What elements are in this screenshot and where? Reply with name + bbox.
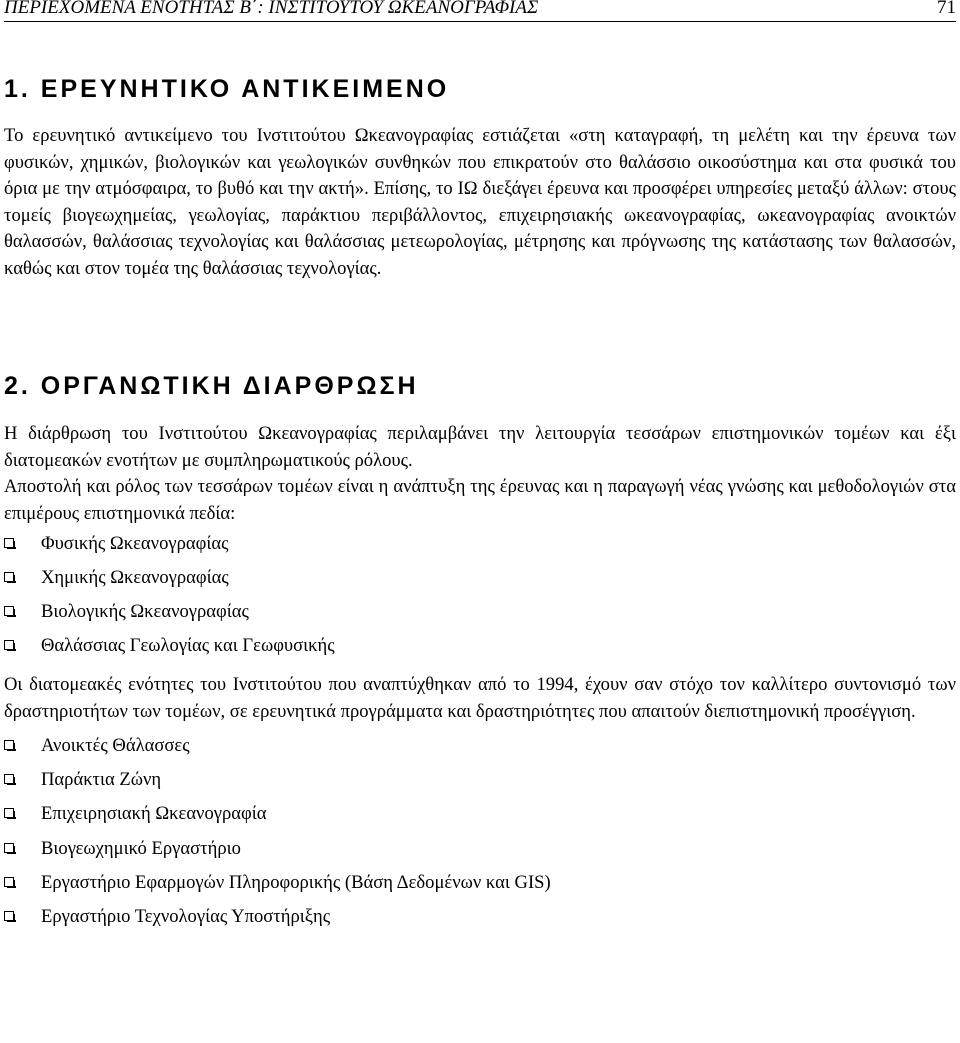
list-item-label: Επιχειρησιακή Ωκεανογραφία xyxy=(41,803,267,825)
checkbox-bullet-icon xyxy=(4,572,14,582)
list-item xyxy=(4,763,956,797)
section-heading-organization: 2. ΟΡΓΑΝΩΤΙΚΗ ΔΙΑΡΘΡΩΣΗ xyxy=(4,372,419,400)
units-list xyxy=(4,729,956,934)
checkbox-bullet-icon xyxy=(4,877,14,887)
list-item-label: Βιογεωχημικό Εργαστήριο xyxy=(41,837,241,859)
document-page xyxy=(4,0,956,934)
checkbox-bullet-icon xyxy=(4,740,14,750)
organization-paragraph: Η διάρθρωση του Ινστιτούτου Ωκεανογραφίας περιλαμβάνει την λειτουργία τεσσάρων επιστημονικών τομέων και έξι διατομεακών ενοτήτων με συμπληρωματικούς ρόλους. xyxy=(4,423,956,471)
list-item-label: Θαλάσσιας Γεωλογίας και Γεωφυσικής xyxy=(41,635,335,656)
list-item-label: Εργαστήριο Εφαρμογών Πληροφορικής (Βάση Δεδομένων και GIS) xyxy=(41,871,551,893)
research-subject-paragraph: Το ερευνητικό αντικείμενο του Ινστιτούτου Ωκεανογραφίας εστιάζεται «στη καταγραφή, τη μελέτη και την έρευνα των φυσικών, χημικών, βιολογικών και γεωλογικών συνθηκών που επικρατούν στο θαλάσσιο οικοσύστημα και στα φυσικά του όρια με την ατμόσφαιρα, το βυθό και την ακτή». Επίσης, το ΙΩ διεξάγει έρευνα και προσφέρει υπηρεσίες μεταξύ άλλων: στους τομείς βιογεωχημείας, γεωλογίας, παράκτιου περιβάλλοντος, επιχειρησιακής ωκεανογραφίας, ωκεανογραφίας ανοικτών θαλασσών, θαλάσσιας τεχνολογίας και θαλάσσιας μετεωρολογίας, μέτρησης και πρόγνωσης της κατάστασης των θαλασσών, καθώς και στον τομέα της θαλάσσιας τεχνολογίας. xyxy=(4,125,956,279)
list-item-label: Φυσικής Ωκεανογραφίας xyxy=(41,533,229,554)
mission-paragraph: Αποστολή και ρόλος των τεσσάρων τομέων είναι η ανάπτυξη της έρευνας και η παραγωγή νέας γνώσης και μεθοδολογιών στα επιμέρους επιστημονικά πεδία: xyxy=(4,476,956,524)
list-item xyxy=(4,866,956,900)
header-title: ΠΕΡΙΕΧΟΜΕΝΑ ΕΝΟΤΗΤΑΣ Β΄: ΙΝΣΤΙΤΟΥΤΟΥ ΩΚΕΑΝΟΓΡΑΦΙΑΣ xyxy=(4,0,539,18)
list-item xyxy=(4,629,956,663)
page-number: 71 xyxy=(937,0,956,18)
running-header xyxy=(4,0,956,22)
list-item-label: Εργαστήριο Τεχνολογίας Υποστήριξης xyxy=(41,906,331,928)
checkbox-bullet-icon xyxy=(4,640,14,650)
list-item xyxy=(4,900,956,934)
list-item xyxy=(4,595,956,629)
section-heading-research-subject: 1. ΕΡΕΥΝΗΤΙΚΟ ΑΝΤΙΚΕΙΜΕΝΟ xyxy=(4,75,450,103)
list-item xyxy=(4,561,956,595)
list-item xyxy=(4,832,956,866)
checkbox-bullet-icon xyxy=(4,911,14,921)
checkbox-bullet-icon xyxy=(4,774,14,784)
checkbox-bullet-icon xyxy=(4,538,14,548)
checkbox-bullet-icon xyxy=(4,606,14,616)
list-item-label: Ανοικτές Θάλασσες xyxy=(41,735,190,756)
checkbox-bullet-icon xyxy=(4,843,14,853)
list-item-label: Χημικής Ωκεανογραφίας xyxy=(41,567,229,588)
list-item xyxy=(4,729,956,763)
checkbox-bullet-icon xyxy=(4,808,14,818)
cross-sector-units-paragraph: Οι διατομεακές ενότητες του Ινστιτούτου που αναπτύχθηκαν από το 1994, έχουν σαν στόχο τον καλλίτερο συντονισμό των δραστηριοτήτων των τομέων, σε ερευνητικά προγράμματα και δραστηριότητες που απαιτούν διεπιστημονική προσέγγιση. xyxy=(4,674,956,722)
list-item xyxy=(4,527,956,561)
sectors-list xyxy=(4,527,956,663)
list-item-label: Βιολογικής Ωκεανογραφίας xyxy=(41,601,249,622)
list-item-label: Παράκτια Ζώνη xyxy=(41,769,162,791)
list-item xyxy=(4,797,956,831)
